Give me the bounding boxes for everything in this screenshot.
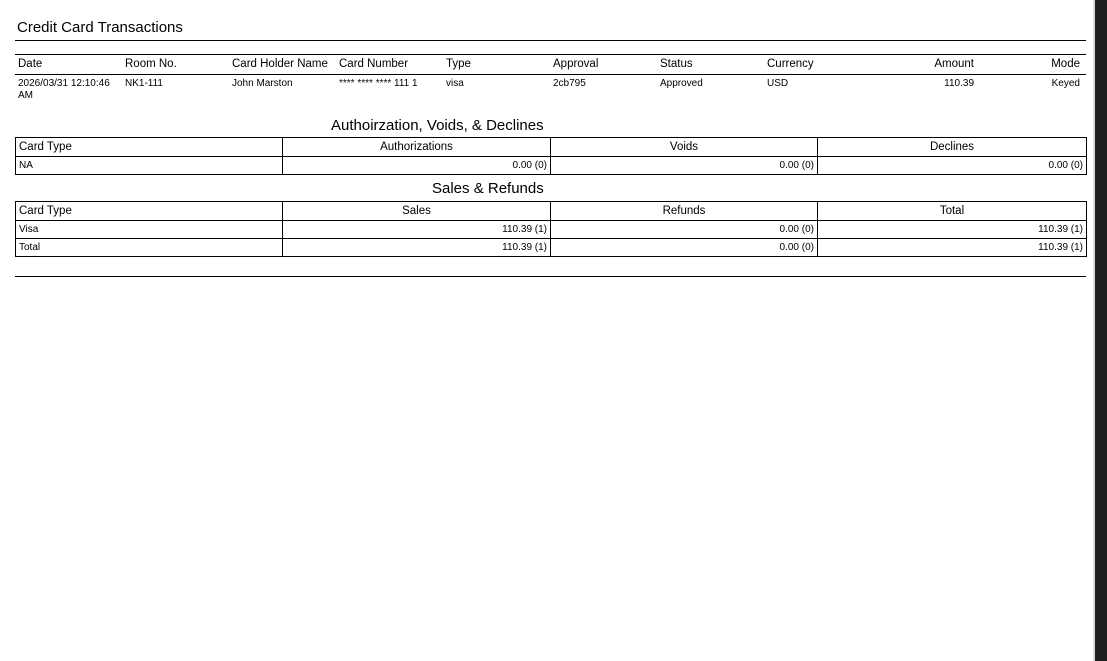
transaction-date: 2026/03/31 12:10:46 AM [18,78,110,101]
sales-card-type: Total [16,239,283,257]
sales-section-title: Sales & Refunds [432,180,544,197]
column-header-approval: Approval [553,58,599,70]
auth-card-type: NA [16,157,283,175]
sales-refunds: 0.00 (0) [551,239,818,257]
auth-header-voids: Voids [551,138,818,157]
sales-table-header [16,202,1087,221]
table-row [16,221,1087,239]
column-header-currency: Currency [767,58,814,70]
sales-table [15,201,1087,257]
transaction-amount: 110.39 [944,78,974,89]
transaction-currency: USD [767,78,789,89]
auth-authorizations: 0.00 (0) [283,157,551,175]
transaction-room: NK1-111 [125,78,163,89]
column-header-room: Room No. [125,58,177,70]
table-row [16,157,1087,175]
sales-sales: 110.39 (1) [283,239,551,257]
transaction-type: visa [446,78,464,89]
auth-table-header [16,138,1087,157]
title-divider [15,40,1086,41]
page-edge-shadow [1095,0,1107,661]
sales-total: 110.39 (1) [818,221,1087,239]
column-header-amount: Amount [934,58,974,70]
sales-header-card-type: Card Type [16,202,283,221]
sales-header-refunds: Refunds [551,202,818,221]
column-header-mode: Mode [1051,58,1080,70]
transaction-approval: 2cb795 [553,78,586,89]
sales-refunds: 0.00 (0) [551,221,818,239]
transaction-card-number: **** **** **** 111 1 [339,78,418,89]
header-bottom-rule [15,74,1086,75]
auth-header-declines: Declines [818,138,1087,157]
auth-section-title: Authoirzation, Voids, & Declines [331,117,544,134]
table-row [16,239,1087,257]
auth-table [15,137,1087,175]
transaction-holder: John Marston [232,78,293,89]
column-header-date: Date [18,58,43,70]
sales-card-type: Visa [16,221,283,239]
sales-sales: 110.39 (1) [283,221,551,239]
auth-declines: 0.00 (0) [818,157,1087,175]
report-title: Credit Card Transactions [17,19,183,36]
sales-header-total: Total [818,202,1087,221]
column-header-card: Card Number [339,58,409,70]
column-header-status: Status [660,58,693,70]
column-header-holder: Card Holder Name [232,58,328,70]
header-top-rule [15,54,1086,55]
transaction-mode: Keyed [1051,78,1080,89]
auth-header-authorizations: Authorizations [283,138,551,157]
auth-header-card-type: Card Type [16,138,283,157]
column-header-type: Type [446,58,471,70]
transaction-status: Approved [660,78,703,89]
sales-total: 110.39 (1) [818,239,1087,257]
footer-rule [15,276,1086,277]
sales-header-sales: Sales [283,202,551,221]
auth-voids: 0.00 (0) [551,157,818,175]
